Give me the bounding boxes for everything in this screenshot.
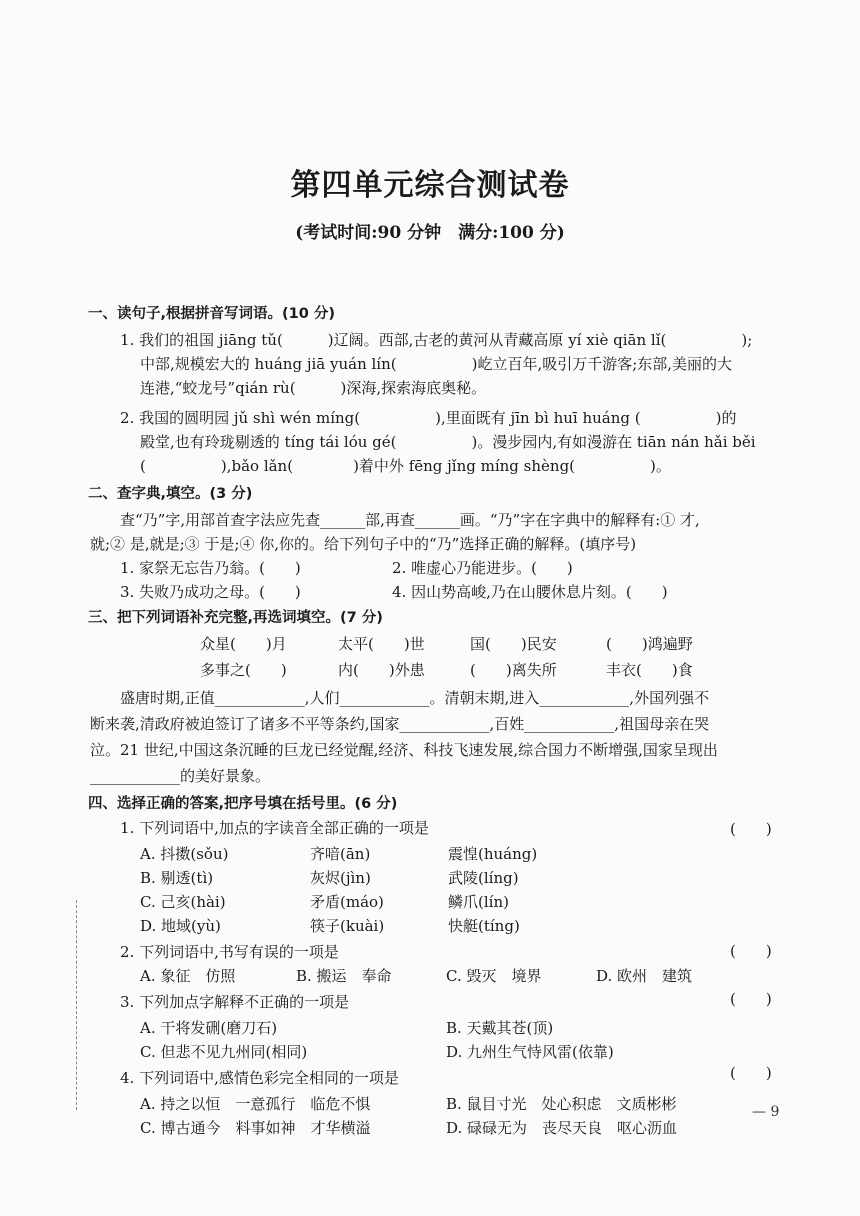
q4-option: A. 持之以恒 一意孤行 临危不惧 — [140, 1095, 371, 1113]
q1-option-word: 武陵(líng) — [448, 869, 519, 887]
page-number: — 9 — [752, 1104, 780, 1120]
section-3-passage: 断来袭,清政府被迫签订了诸多不平等条约,国家____________,百姓____________,祖国母亲在哭 — [90, 715, 710, 733]
section-3-passage: 盛唐时期,正值____________,人们____________。清朝末期,进入____________,外国列强不 — [120, 689, 710, 707]
question-2-stem: 2. 下列词语中,书写有误的一项是 — [120, 943, 339, 961]
section-1-line: 连港,“蛟龙号”qián rù( )深海,探索海底奥秘。 — [140, 379, 487, 397]
section-1-line: 殿堂,也有玲珑剔透的 tíng tái lóu gé( )。漫步园内,有如漫游在 tiān nán hǎi běi — [140, 433, 756, 451]
section-2-line: 查“乃”字,用部首查字法应先查______部,再查______画。“乃”字在字典中的解释有:① 才, — [120, 511, 700, 529]
idiom-blank: 众星( )月 — [200, 635, 287, 653]
question-3-stem: 3. 下列加点字解释不正确的一项是 — [120, 993, 350, 1011]
q2-option: A. 象征 仿照 — [140, 967, 236, 985]
binding-margin-line — [76, 900, 78, 1110]
q1-option: D. 地域(yù) — [140, 917, 221, 935]
q2-option: C. 毁灭 境界 — [446, 967, 542, 985]
q2-option: B. 搬运 奉命 — [296, 967, 392, 985]
section-3-passage: 泣。21 世纪,中国这条沉睡的巨龙已经觉醒,经济、科技飞速发展,综合国力不断增强,国家呈现出 — [90, 741, 718, 759]
q4-option: B. 鼠目寸光 处心积虑 文质彬彬 — [446, 1095, 677, 1113]
q1-option-word: 震惶(huáng) — [448, 845, 538, 863]
section-1-line: 中部,规模宏大的 huáng jiā yuán lín( )屹立百年,吸引万千游客;东部,美丽的大 — [140, 355, 733, 373]
q1-option-word: 筷子(kuài) — [310, 917, 385, 935]
section-3-heading: 三、把下列词语补充完整,再选词填空。(7 分) — [88, 610, 383, 626]
idiom-blank: ( )离失所 — [470, 661, 557, 679]
section-3-passage: ____________的美好景象。 — [90, 767, 271, 785]
answer-paren: ( ) — [730, 990, 772, 1008]
q3-option: B. 天戴其苍(顶) — [446, 1019, 554, 1037]
section-2-item: 1. 家祭无忘告乃翁。( ) — [120, 559, 301, 577]
q1-option: A. 抖擞(sǒu) — [140, 845, 229, 863]
q3-option: D. 九州生气恃风雷(依靠) — [446, 1043, 614, 1061]
section-2-item: 3. 失败乃成功之母。( ) — [120, 583, 301, 601]
q1-option-word: 鳞爪(lín) — [448, 893, 509, 911]
q4-option: C. 博古通今 料事如神 才华横溢 — [140, 1119, 371, 1137]
q1-option: B. 剔透(tì) — [140, 869, 214, 887]
q3-option: C. 但悲不见九州同(相同) — [140, 1043, 308, 1061]
answer-paren: ( ) — [730, 942, 772, 960]
q1-option-word: 快艇(tíng) — [448, 917, 520, 935]
section-2-item: 2. 唯虚心乃能进步。( ) — [392, 559, 573, 577]
section-1-line: ( ),bǎo lǎn( )着中外 fēng jǐng míng shèng( )。 — [140, 457, 671, 475]
section-1-line: 2. 我国的圆明园 jǔ shì wén míng( ),里面既有 jīn bì huī huáng ( )的 — [120, 409, 737, 427]
question-4-stem: 4. 下列词语中,感情色彩完全相同的一项是 — [120, 1069, 399, 1087]
q3-option: A. 干将发硎(磨刀石) — [140, 1019, 278, 1037]
answer-paren: ( ) — [730, 820, 772, 838]
idiom-blank: 内( )外患 — [338, 661, 425, 679]
q1-option-word: 灰烬(jìn) — [310, 869, 371, 887]
question-1-stem: 1. 下列词语中,加点的字读音全部正确的一项是 — [120, 819, 429, 837]
exam-info: (考试时间:90 分钟 满分:100 分) — [295, 223, 565, 243]
q1-option-word: 齐喑(ān) — [310, 845, 371, 863]
q1-option-word: 矛盾(máo) — [310, 893, 384, 911]
idiom-blank: 太平( )世 — [338, 635, 425, 653]
idiom-blank: 多事之( ) — [200, 661, 287, 679]
section-1-line: 1. 我们的祖国 jiāng tǔ( )辽阔。西部,古老的黄河从青藏高原 yí xiè qiān lǐ( ); — [120, 331, 753, 349]
q4-option: D. 碌碌无为 丧尽天良 呕心沥血 — [446, 1119, 678, 1137]
idiom-blank: 国( )民安 — [470, 635, 557, 653]
section-1-heading: 一、读句子,根据拼音写词语。(10 分) — [88, 306, 335, 322]
section-4-heading: 四、选择正确的答案,把序号填在括号里。(6 分) — [88, 796, 398, 812]
section-2-item: 4. 因山势高峻,乃在山腰休息片刻。( ) — [392, 583, 668, 601]
q1-option: C. 己亥(hài) — [140, 893, 226, 911]
page-title: 第四单元综合测试卷 — [290, 168, 570, 203]
answer-paren: ( ) — [730, 1064, 772, 1082]
q2-option: D. 欧州 建筑 — [596, 967, 693, 985]
section-2-heading: 二、查字典,填空。(3 分) — [88, 486, 253, 502]
idiom-blank: ( )鸿遍野 — [606, 635, 693, 653]
section-2-line: 就;② 是,就是;③ 于是;④ 你,你的。给下列句子中的“乃”选择正确的解释。(填序号) — [90, 535, 637, 553]
idiom-blank: 丰衣( )食 — [606, 661, 693, 679]
